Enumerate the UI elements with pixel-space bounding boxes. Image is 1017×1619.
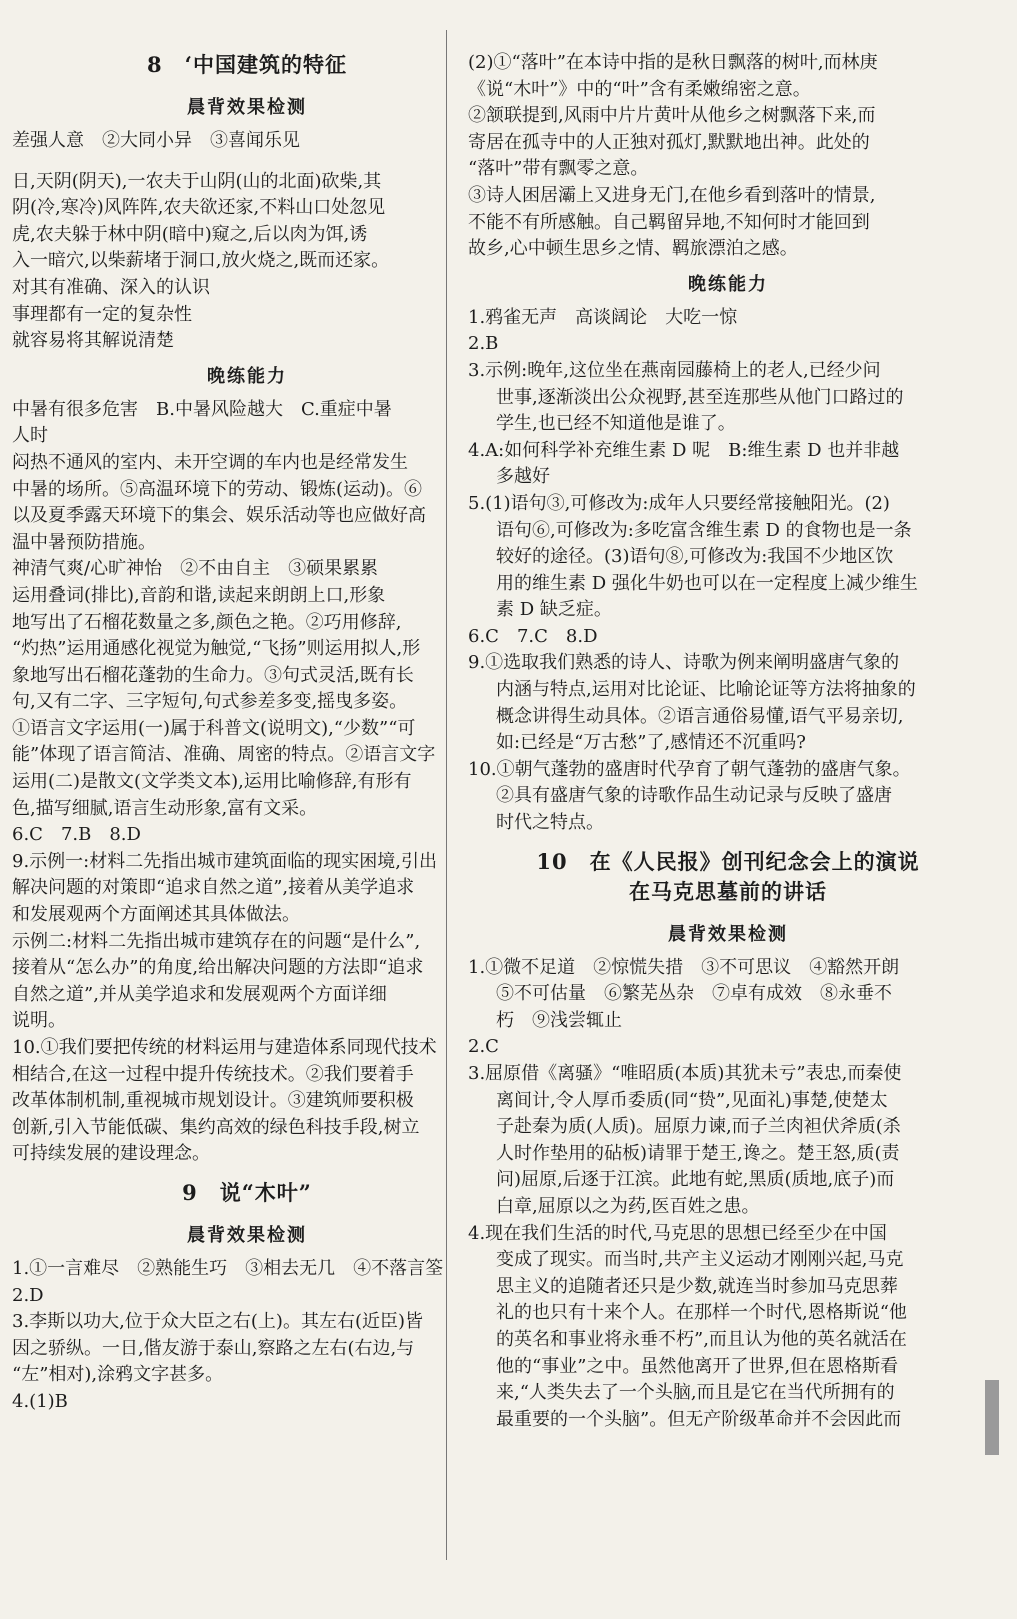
answer-line: 2.B [468, 333, 499, 355]
section-9-answers [8, 1256, 486, 1416]
answer-line: 闷热不通风的室内、未开空调的车内也是经常发生 [12, 451, 408, 473]
morning-test-heading-9: 晨背效果检测 [187, 1224, 307, 1246]
answer-line: 白章,屈原以之为药,医百姓之患。 [496, 1195, 760, 1217]
morning-answers [8, 128, 486, 355]
answer-line: 1.鸦雀无声 高谈阔论 大吃一惊 [468, 306, 738, 328]
answer-line: 3.屈原借《离骚》“唯昭质(本质)其犹未亏”表忠,而秦使 [468, 1063, 902, 1084]
answer-line: 相结合,在这一过程中提升传统技术。②我们要着手 [12, 1063, 414, 1085]
answer-line: 他的“事业”之中。虽然他离开了世界,但在恩格斯看 [496, 1355, 899, 1377]
answer-line: 因之骄纵。一日,偕友游于泰山,察路之左右(右边,与 [12, 1337, 415, 1359]
answer-line: 可持续发展的建设理念。 [12, 1143, 210, 1165]
answer-line: 阴(冷,寒冷)风阵阵,农夫欲还家,不料山口处忽见 [12, 197, 386, 219]
answer-line: 《说“木叶”》中的“叶”含有柔嫩绵密之意。 [468, 78, 811, 100]
answer-line: 问)屈原,后逐于江滨。此地有蛇,黑质(质地,底子)而 [496, 1169, 895, 1191]
answer-line: 学生,也已经不知道他是谁了。 [496, 413, 736, 435]
answer-line: 9.示例一:材料二先指出城市建筑面临的现实困境,引出 [12, 850, 437, 872]
answer-line: 能”体现了语言简洁、准确、周密的特点。②语言文字 [12, 744, 436, 766]
answer-line: 4.A:如何科学补充维生素 D 呢 B:维生素 D 也并非越 [468, 439, 900, 461]
answer-line: 子赴秦为质(人质)。屈原力谏,而子兰肉袒伏斧质(杀 [496, 1116, 901, 1138]
answer-line: 内涵与特点,运用对比论证、比喻论证等方法将抽象的 [496, 679, 916, 701]
answer-line: 色,描写细腻,语言生动形象,富有文采。 [12, 797, 318, 819]
morning-test-heading-10: 晨背效果检测 [668, 923, 788, 945]
answer-line: 人时 [12, 425, 48, 447]
answer-line: 1.①微不足道 ②惊慌失措 ③不可思议 ④豁然开朗 [468, 956, 900, 978]
left-column [0, 40, 486, 1416]
answer-line: 5.(1)语句③,可修改为:成年人只要经常接触阳光。(2) [468, 492, 890, 514]
answer-line: 10.①我们要把传统的材料运用与建造体系同现代技术 [12, 1037, 437, 1058]
answer-line: 差强人意 ②大同小异 ③喜闻乐见 [12, 130, 300, 151]
section-10-title: 10 在《人民报》创刊纪念会上的演说 [536, 848, 920, 874]
evening-answers-9 [468, 305, 988, 837]
answer-line: 就容易将其解说清楚 [12, 330, 174, 352]
answer-line: 6.C 7.C 8.D [468, 625, 598, 647]
answer-line: 神清气爽/心旷神怡 ②不由自主 ③硕果累累 [12, 558, 379, 580]
answer-line: ①语言文字运用(一)属于科普文(说明文),“少数”“可 [12, 717, 416, 739]
morning-test-heading: 晨背效果检测 [187, 97, 307, 118]
answer-line: “落叶”带有飘零之意。 [468, 158, 649, 180]
answer-line: 说明。 [12, 1010, 66, 1032]
answer-line: 10.①朝气蓬勃的盛唐时代孕育了朝气蓬勃的盛唐气象。 [468, 758, 911, 780]
section-10-answers [468, 955, 988, 1434]
answer-line: 语句⑥,可修改为:多吃富含维生素 D 的食物也是一条 [496, 519, 912, 541]
answer-line: 接着从“怎么办”的角度,给出解决问题的方法即“追求 [12, 957, 424, 979]
answer-line: 概念讲得生动具体。②语言通俗易懂,语气平易亲切, [496, 705, 904, 727]
answer-line: 9.①选取我们熟悉的诗人、诗歌为例来阐明盛唐气象的 [468, 652, 900, 674]
answer-line: 运用(二)是散文(文学类文本),运用比喻修辞,有形有 [12, 771, 412, 793]
answer-line: 3.示例:晚年,这位坐在燕南园藤椅上的老人,已经少问 [468, 359, 881, 381]
answer-line: 入一暗穴,以柴薪堵于洞口,放火烧之,既而还家。 [12, 250, 390, 272]
answer-line: 句,又有二字、三字短句,句式参差多变,摇曳多姿。 [12, 691, 408, 713]
answer-line: 如:已经是“万古愁”了,感情还不沉重吗? [496, 732, 806, 754]
answer-line: 寄居在孤寺中的人正独对孤灯,默默地出神。此处的 [468, 131, 870, 153]
answer-line: 中暑的场所。⑤高温环境下的劳动、锻炼(运动)。⑥ [12, 478, 423, 500]
answer-line: 3.李斯以功大,位于众大臣之右(上)。其左右(近臣)皆 [12, 1311, 423, 1333]
answer-line: 故乡,心中顿生思乡之情、羁旅漂泊之感。 [468, 238, 798, 260]
answer-line: “左”相对),涂鸦文字甚多。 [12, 1364, 224, 1386]
answer-line: 虎,农夫躲于林中阴(暗中)窥之,后以肉为饵,诱 [12, 223, 368, 245]
answer-line: 2.C [468, 1036, 499, 1058]
answer-line: 用的维生素 D 强化牛奶也可以在一定程度上减少维生 [496, 572, 918, 594]
answer-line: 人时作垫用的砧板)请罪于楚王,谗之。楚王怒,质(责 [496, 1142, 900, 1164]
answer-line: ②颔联提到,风雨中片片黄叶从他乡之树飘落下来,而 [468, 105, 876, 127]
answer-line: 不能不有所感触。自己羁留异地,不知何时才能回到 [468, 211, 870, 233]
answer-line: 6.C 7.B 8.D [12, 824, 141, 846]
answer-line: 2.D [12, 1284, 44, 1306]
answer-line: 示例二:材料二先指出城市建筑存在的问题“是什么”, [12, 930, 421, 952]
answer-line: 象地写出石榴花蓬勃的生命力。③句式灵活,既有长 [12, 664, 414, 686]
answer-line: ③诗人困居灞上又进身无门,在他乡看到落叶的情景, [468, 184, 876, 206]
answer-line: 温中暑预防措施。 [12, 531, 156, 553]
answer-line: ②具有盛唐气象的诗歌作品生动记录与反映了盛唐 [496, 785, 892, 807]
section-10-subtitle: 在马克思墓前的讲话 [629, 878, 827, 904]
answer-line: 世事,逐渐淡出公众视野,甚至连那些从他门口路过的 [496, 386, 904, 408]
answer-line: 中暑有很多危害 B.中暑风险越大 C.重症中暑 [12, 398, 392, 420]
evening-practice-heading: 晚练能力 [207, 365, 287, 387]
answer-line: 日,天阴(阴天),一农夫于山阴(山的北面)砍柴,其 [12, 170, 382, 192]
answer-line: 运用叠词(排比),音韵和谐,读起来朗朗上口,形象 [12, 584, 386, 606]
answer-line: 最重要的一个头脑”。但无产阶级革命并不会因此而 [496, 1408, 902, 1430]
answer-line: 较好的途径。(3)语句⑧,可修改为:我国不少地区饮 [496, 546, 894, 568]
section-9-title: 9 说“木叶” [182, 1179, 312, 1205]
answer-line: 事理都有一定的复杂性 [12, 303, 192, 325]
section-8-title: 8 ‘中国建筑的特征 [147, 52, 347, 77]
answer-line: 和发展观两个方面阐述其具体做法。 [12, 904, 300, 926]
answer-line: 地写出了石榴花数量之多,颜色之艳。②巧用修辞, [12, 611, 402, 633]
answer-line: 朽 ⑨浅尝辄止 [496, 1009, 622, 1031]
section-9-continued [468, 50, 988, 263]
answer-line: (2)①“落叶”在本诗中指的是秋日飘落的树叶,而林庚 [468, 52, 878, 73]
answer-line: 自然之道”,并从美学追求和发展观两个方面详细 [12, 983, 387, 1005]
evening-answers [8, 397, 486, 1168]
answer-line: 变成了现实。而当时,共产主义运动才刚刚兴起,马克 [496, 1249, 904, 1271]
evening-practice-heading-9: 晚练能力 [688, 273, 768, 295]
answer-line: 时代之特点。 [496, 812, 604, 834]
answer-line: 4.(1)B [12, 1390, 68, 1412]
answer-line: 思主义的追随者还只是少数,就连当时参加马克思葬 [496, 1275, 898, 1297]
answer-line: 解决问题的对策即“追求自然之道”,接着从美学追求 [12, 877, 415, 899]
answer-line: 4.现在我们生活的时代,马克思的思想已经至少在中国 [468, 1222, 887, 1244]
answer-line: 创新,引入节能低碳、集约高效的绿色科技手段,树立 [12, 1116, 420, 1138]
right-column [468, 40, 988, 1433]
answer-line: 素 D 缺乏症。 [496, 599, 612, 621]
answer-line: “灼热”运用通感化视觉为触觉,“飞扬”则运用拟人,形 [12, 638, 421, 660]
answer-line: 离间计,令人厚币委质(同“贽”,见面礼)事楚,使楚太 [496, 1089, 888, 1111]
answer-line: 多越好 [496, 466, 550, 488]
answer-line: 对其有准确、深入的认识 [12, 276, 210, 298]
answer-line: 1.①一言难尽 ②熟能生巧 ③相去无几 ④不落言筌 [12, 1257, 444, 1279]
answer-line: 的英名和事业将永垂不朽”,而且认为他的英名就活在 [496, 1328, 907, 1350]
answer-line: ⑤不可估量 ⑥繁芜丛杂 ⑦卓有成效 ⑧永垂不 [496, 983, 892, 1005]
answer-line: 礼的也只有十来个人。在那样一个时代,恩格斯说“他 [496, 1302, 907, 1324]
answer-line [8, 155, 486, 169]
answer-line: 改革体制机制,重视城市规划设计。③建筑师要积极 [12, 1090, 414, 1112]
answer-line: 以及夏季露天环境下的集会、娱乐活动等也应做好高 [12, 505, 426, 527]
answer-line: 来,“人类失去了一个头脑,而且是它在当代所拥有的 [496, 1382, 895, 1404]
